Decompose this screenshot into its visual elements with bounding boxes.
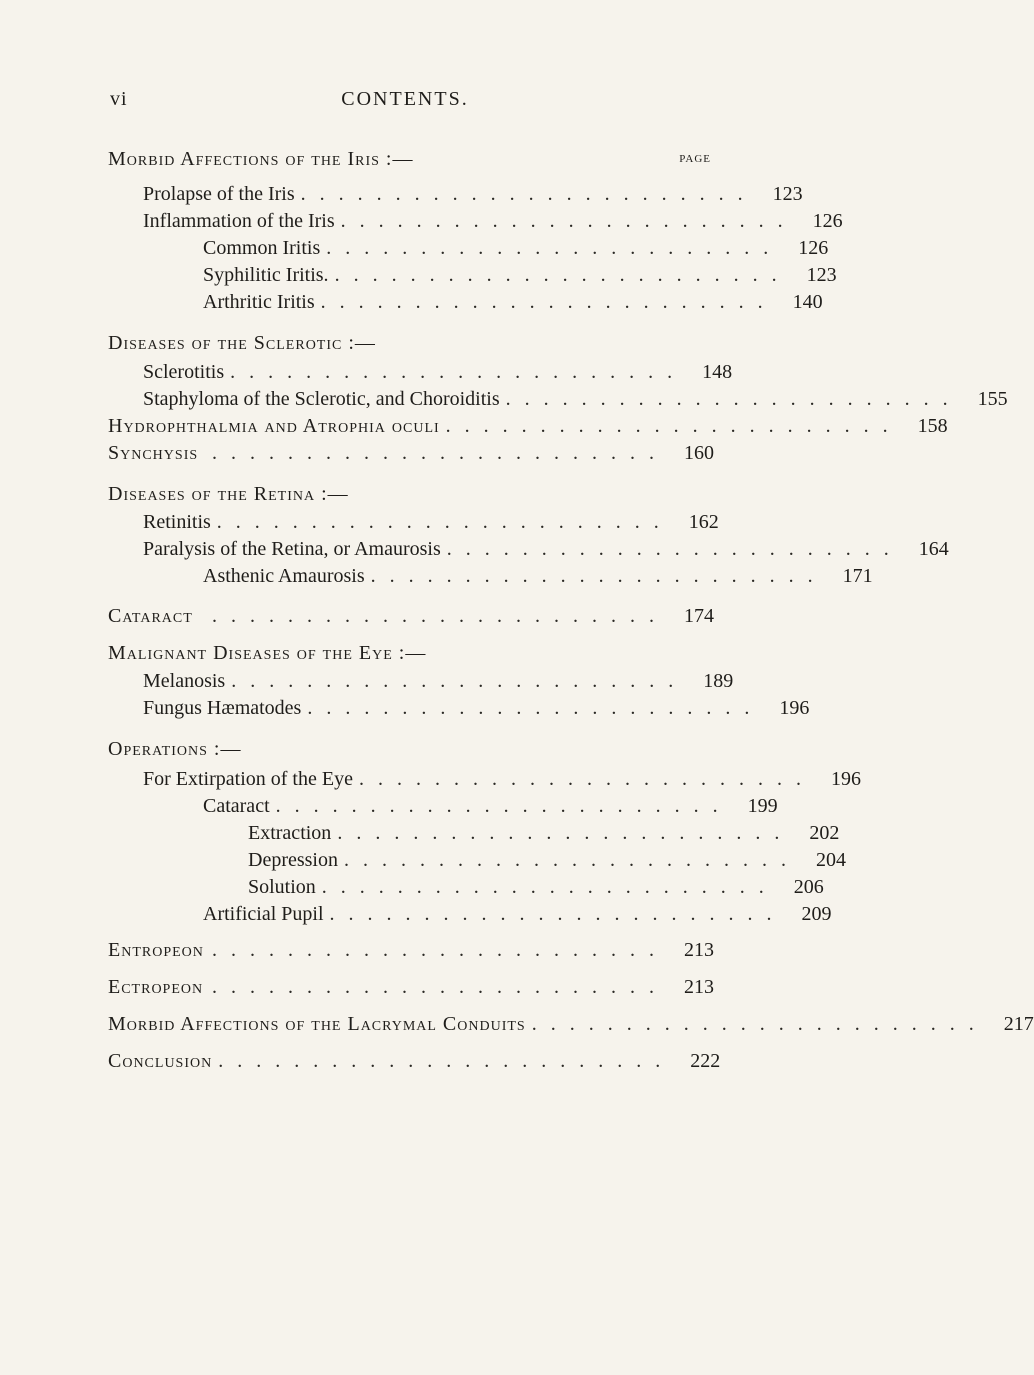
toc-entry[interactable] [108, 183, 803, 211]
toc-entry[interactable] [108, 565, 873, 593]
toc-entry-title: Depression [248, 849, 338, 871]
toc-entry-page: 202 [809, 822, 840, 844]
toc-entry-title: Extraction [248, 822, 332, 844]
toc-entry-title: Inflammation of the Iris [143, 210, 335, 232]
toc-entry-page: 204 [815, 849, 846, 871]
toc-entry[interactable] [108, 822, 840, 850]
dot-leader: ........................ [212, 605, 668, 627]
toc-entry[interactable] [108, 483, 714, 511]
toc-entry-title: Sclerotitis [143, 361, 225, 383]
toc-entry-page: 213 [684, 939, 714, 961]
toc-entry-title: Syphilitic Iritis. [203, 264, 329, 286]
toc-entry[interactable] [108, 388, 1008, 416]
toc-entry-title: Common Iritis [203, 237, 321, 259]
toc-entry-title: Melanosis [143, 670, 226, 692]
toc-entry[interactable] [108, 876, 824, 904]
toc-entry[interactable] [108, 148, 714, 176]
dot-leader: ........................ [531, 1013, 988, 1035]
toc-entry-page: 189 [703, 670, 734, 692]
toc-entry-page: 162 [688, 511, 719, 533]
toc-entry[interactable] [108, 264, 837, 292]
toc-entry[interactable] [108, 939, 714, 967]
running-title: CONTENTS. [341, 88, 469, 110]
dot-leader: ........................ [275, 795, 732, 817]
toc-entry-title: Prolapse of the Iris [143, 183, 295, 205]
toc-entry-page: 209 [801, 903, 832, 925]
toc-entry-page: 213 [684, 976, 714, 998]
toc-entry[interactable] [108, 738, 714, 766]
toc-entry[interactable] [108, 511, 719, 539]
toc-entry-page: 148 [702, 361, 733, 383]
toc-entry[interactable] [108, 670, 734, 698]
toc-entry-page: 174 [684, 605, 714, 627]
toc-entry-page: 155 [977, 388, 1008, 410]
dot-leader: ........................ [212, 976, 668, 998]
toc-entry-page: 196 [779, 697, 810, 719]
toc-entry-page: 140 [792, 291, 823, 313]
toc-entry[interactable] [108, 237, 829, 265]
toc-entry-page: 171 [842, 565, 873, 587]
toc-entry[interactable] [108, 538, 949, 566]
toc-entry[interactable] [108, 415, 948, 443]
toc-entry-title: Staphyloma of the Sclerotic, and Choroiditis [143, 388, 500, 410]
toc-entry-page: 126 [798, 237, 829, 259]
toc-entry[interactable] [108, 795, 778, 823]
toc-entry-title: Malignant Diseases of the Eye :— [108, 642, 427, 664]
toc-entry-page: 164 [918, 538, 949, 560]
dot-leader: ........................ [505, 388, 962, 410]
toc-entry-title: Diseases of the Sclerotic :— [108, 332, 376, 354]
toc-entry[interactable] [108, 442, 714, 470]
dot-leader: ........................ [218, 1050, 675, 1072]
toc-entry-title: For Extirpation of the Eye [143, 768, 353, 790]
toc-entry-title: Cataract [108, 605, 193, 627]
toc-entry[interactable] [108, 605, 714, 633]
dot-leader: ........................ [216, 511, 673, 533]
toc-entry-title: Artificial Pupil [203, 903, 324, 925]
toc-entry-title: Ectropeon [108, 976, 204, 998]
dot-leader: ........................ [340, 210, 797, 232]
dot-leader: ........................ [446, 538, 903, 560]
toc-entry-page: 217 [1003, 1013, 1034, 1035]
dot-leader: ........................ [212, 939, 668, 961]
dot-leader: ........................ [326, 237, 783, 259]
toc-entry-title: Hydrophthalmia and Atrophia oculi [108, 415, 440, 437]
toc-entry[interactable] [108, 976, 714, 1004]
dot-leader: ........................ [212, 442, 668, 464]
toc-entry-title: Morbid Affections of the Lacrymal Conduits [108, 1013, 526, 1035]
toc-entry[interactable] [108, 332, 714, 360]
toc-entry-page: 160 [684, 442, 714, 464]
toc-entry[interactable] [108, 697, 810, 725]
toc-entry[interactable] [108, 210, 843, 238]
toc-entry-page: 158 [917, 415, 948, 437]
toc-entry-page: 222 [690, 1050, 721, 1072]
dot-leader: ........................ [329, 903, 786, 925]
page-folio: vi [110, 88, 128, 110]
page-header [110, 88, 700, 118]
toc-entry-page: 206 [793, 876, 824, 898]
toc-entry-title: Cataract [203, 795, 270, 817]
toc-entry[interactable] [108, 768, 861, 796]
toc-entry-title: Solution [248, 876, 316, 898]
dot-leader: ........................ [358, 768, 815, 790]
dot-leader: ........................ [307, 697, 764, 719]
toc-entry[interactable] [108, 642, 714, 670]
toc-entry[interactable] [108, 903, 832, 931]
dot-leader: ........................ [343, 849, 800, 871]
toc-entry[interactable] [108, 361, 733, 389]
toc-entry-title: Operations :— [108, 738, 242, 760]
dot-leader: ........................ [320, 291, 777, 313]
toc-entry-title: Retinitis [143, 511, 211, 533]
toc-entry-page: 123 [806, 264, 837, 286]
toc-entry-page: 196 [830, 768, 861, 790]
dot-leader: ........................ [231, 670, 688, 692]
toc-entry-title: Fungus Hæmatodes [143, 697, 302, 719]
toc-entry-page: 199 [747, 795, 778, 817]
dot-leader: ........................ [334, 264, 791, 286]
dot-leader: ........................ [337, 822, 794, 844]
toc-entry-title: Asthenic Amaurosis [203, 565, 365, 587]
toc-entry[interactable] [108, 1050, 721, 1078]
toc-entry[interactable] [108, 1013, 1034, 1041]
toc-entry-title: Diseases of the Retina :— [108, 483, 349, 505]
dot-leader: ........................ [370, 565, 827, 587]
page-column-label: PAGE [679, 153, 711, 165]
toc-entry-title: Arthritic Iritis [203, 291, 315, 313]
toc-entry[interactable] [108, 849, 846, 877]
dot-leader: ........................ [230, 361, 687, 383]
toc-entry-page: 126 [812, 210, 843, 232]
toc-entry-title: Conclusion [108, 1050, 213, 1072]
dot-leader: ........................ [300, 183, 757, 205]
toc-entry-title: Entropeon [108, 939, 204, 961]
dot-leader: ........................ [321, 876, 778, 898]
toc-entry[interactable] [108, 291, 823, 319]
toc-entry-title: Paralysis of the Retina, or Amaurosis [143, 538, 441, 560]
toc-entry-title: Synchysis [108, 442, 199, 464]
dot-leader: ........................ [445, 415, 902, 437]
toc-entry-page: 123 [772, 183, 803, 205]
toc-entry-title: Morbid Affections of the Iris :— [108, 148, 414, 170]
